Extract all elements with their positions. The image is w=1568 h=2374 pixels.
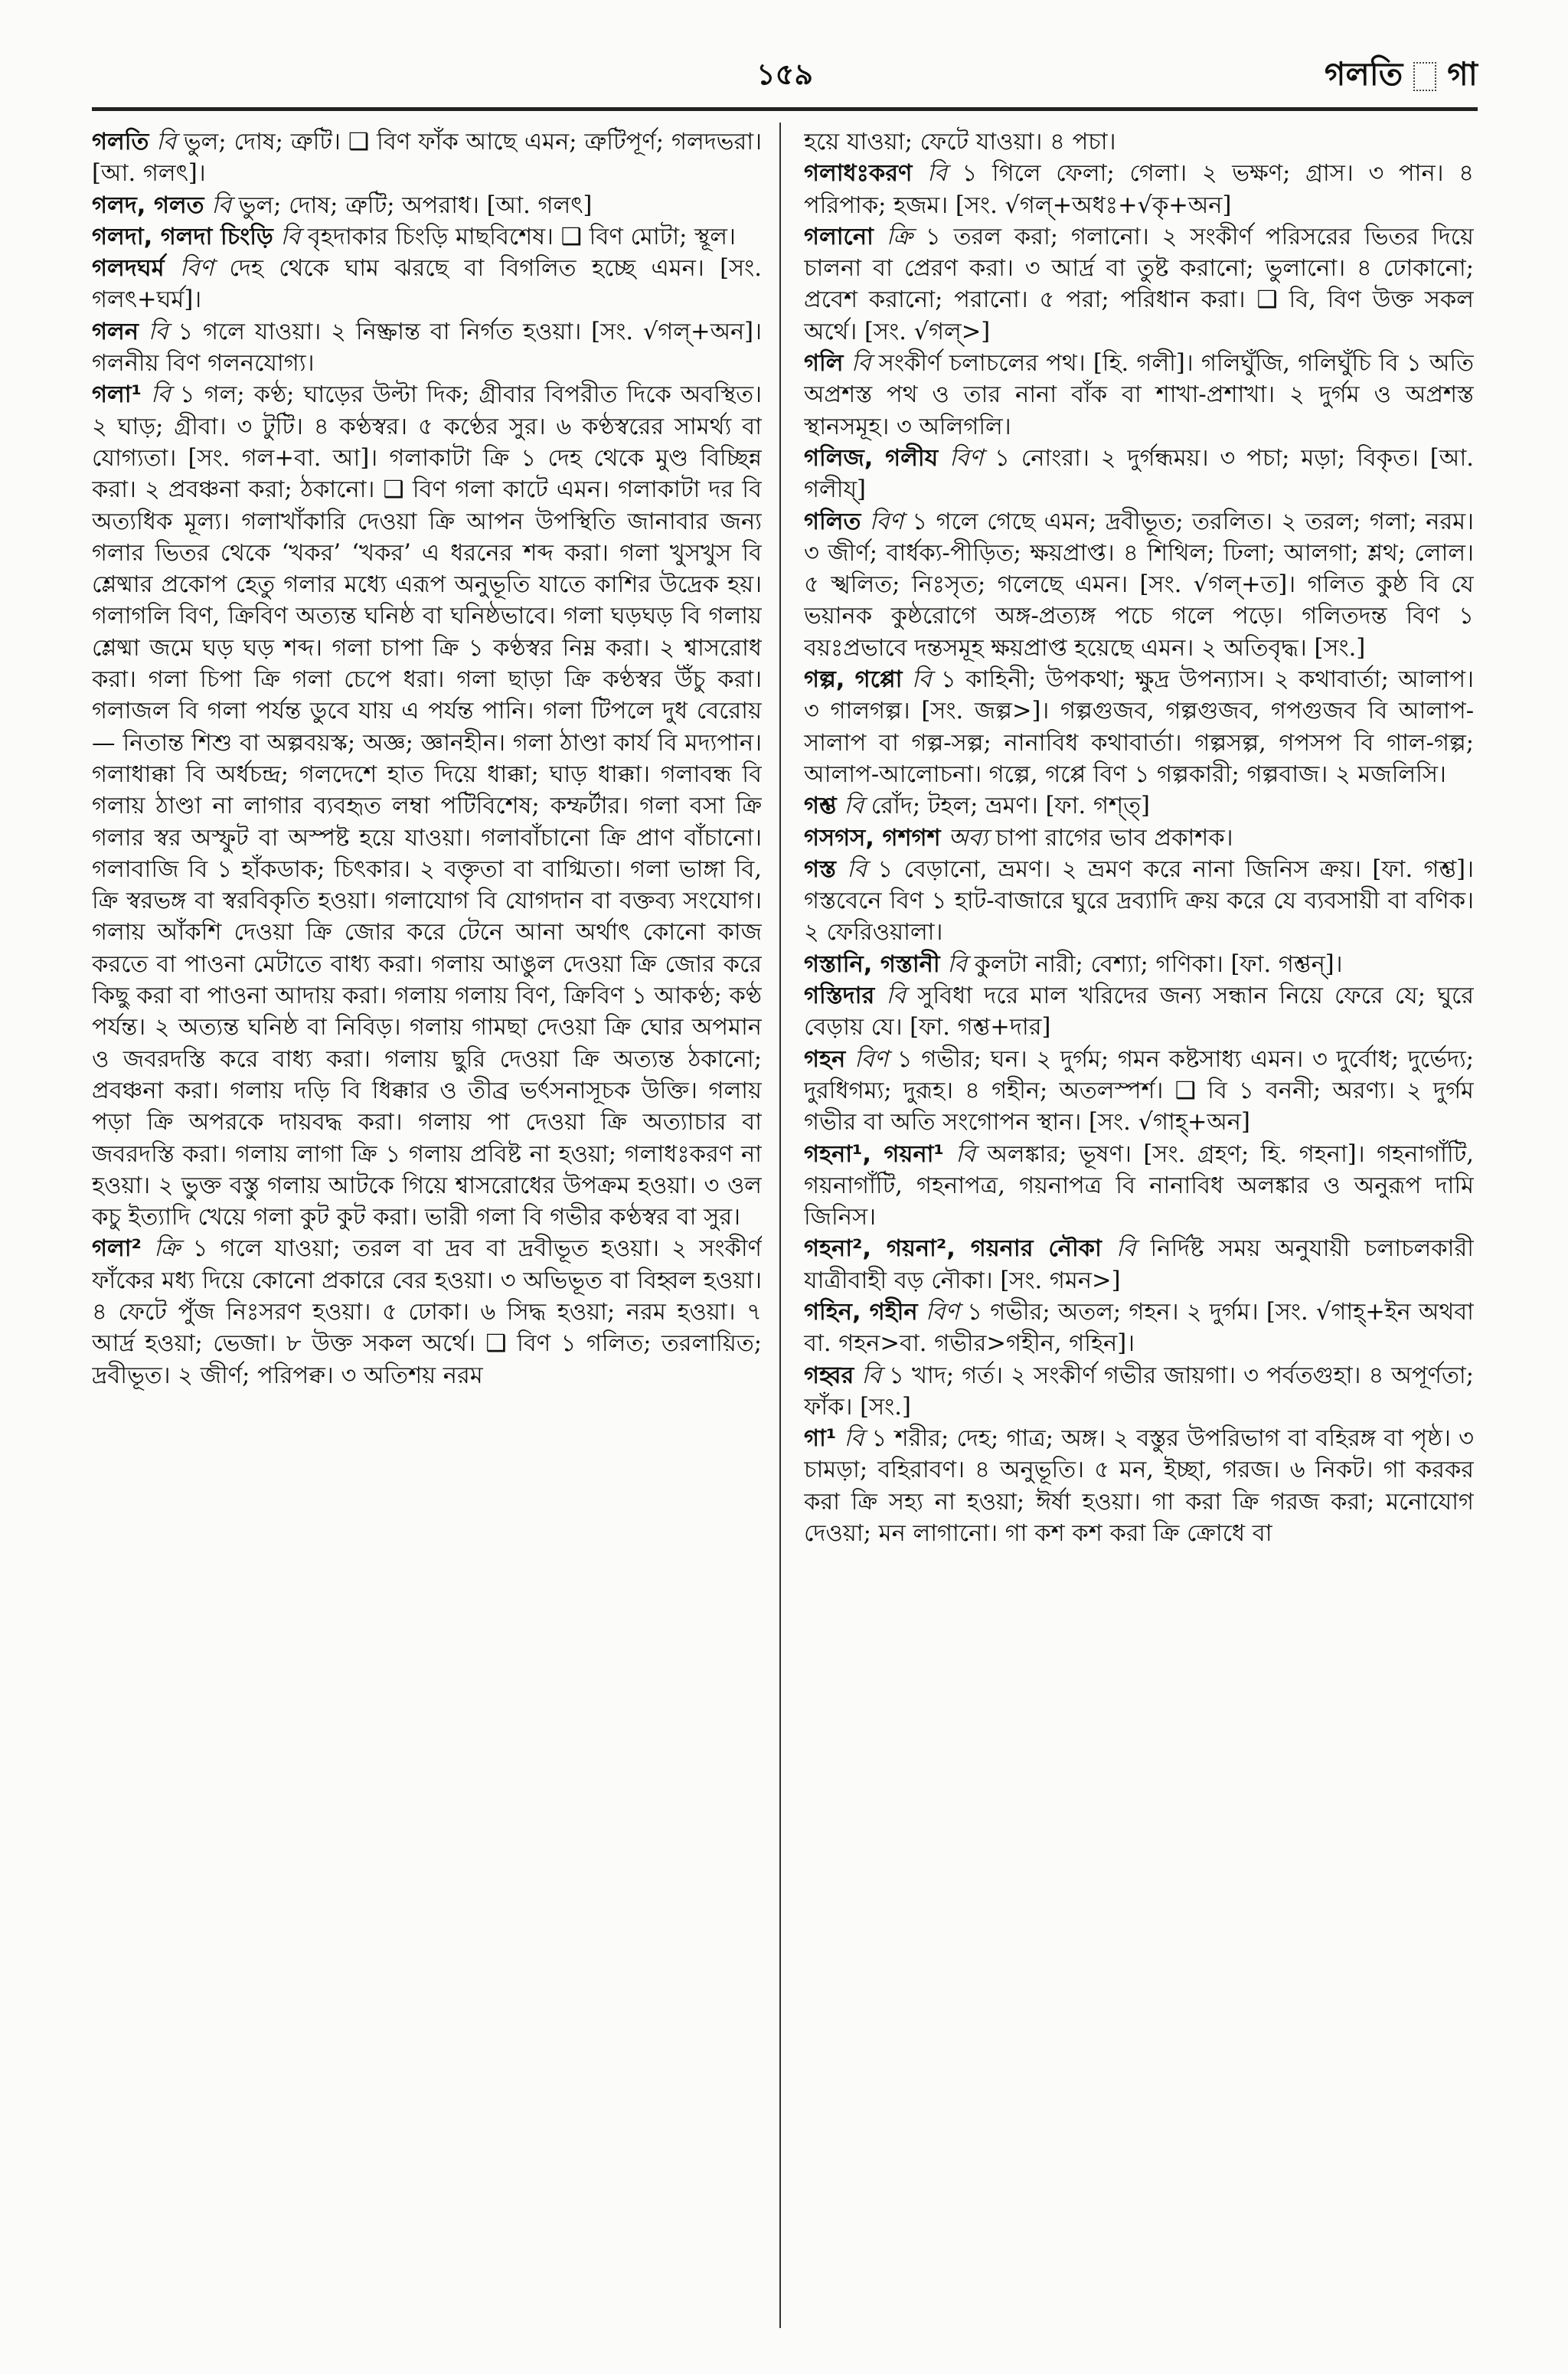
part-of-speech: বি [851, 350, 871, 378]
headword: গলা¹ [92, 381, 142, 409]
definition: ১ গভীর; অতল; গহন। ২ দুর্গম। [সং. √গাহ্+ইন অথবা বা. গহন>বা. গভীর>গহীন, গহিন]। [804, 1298, 1474, 1358]
headword: গহন [804, 1045, 846, 1073]
definition: সুবিধা দরে মাল খরিদের জন্য সন্ধান নিয়ে ফেরে যে; ঘুরে বেড়ায় যে। [ফা. গশ্ত+দার] [804, 983, 1474, 1041]
dictionary-entry [804, 854, 1474, 949]
headword: গলি [804, 350, 844, 378]
definition: ১ শরীর; দেহ; গাত্র; অঙ্গ। ২ বস্তুর উপরিভাগ বা বহিরঙ্গ বা পৃষ্ঠ। ৩ চামড়া; বহিরাবণ। ৪ অনুভূতি। ৫ মন, ইচ্ছা, গরজ। ৬ নিকট। গা করকর করা ক্রি সহ্য না হওয়া; ঈর্ষা হওয়া। গা করা ক্রি গরজ করা; মনোযোগ দেওয়া; মন লাগানো। গা কশ কশ করা ক্রি ক্রোধে বা [804, 1425, 1474, 1548]
dictionary-entry [804, 822, 1474, 854]
part-of-speech: বিণ [949, 444, 984, 472]
dictionary-entry [92, 316, 762, 380]
dictionary-entry [804, 1233, 1474, 1297]
headword: গলদা, গলদা চিংড়ি [92, 223, 273, 250]
dictionary-entry [804, 949, 1474, 980]
header-rule [92, 107, 1478, 111]
dictionary-entry [804, 1297, 1474, 1360]
dictionary-entry [804, 664, 1474, 790]
part-of-speech: বি [861, 1362, 882, 1389]
part-of-speech: বিণ [925, 1298, 959, 1326]
part-of-speech: বি [886, 983, 906, 1010]
definition: ১ তরল করা; গলানো। ২ সংকীর্ণ পরিসরের ভিতর দিয়ে চালনা বা প্রেরণ করা। ৩ আর্দ্র বা তুষ্ট করানো; ভুলানো। ৪ ঢোকানো; প্রবেশ করানো; পরানো। ৫ পরা; পরিধান করা। ❑ বি, বিণ উক্ত সকল অর্থে। [সং. √গল্>] [804, 223, 1474, 345]
part-of-speech: বি [947, 950, 968, 978]
dictionary-entry [92, 253, 762, 316]
definition: দেহ থেকে ঘাম ঝরছে বা বিগলিত হচ্ছে এমন। [সং. গলৎ+ঘর্ম]। [92, 255, 762, 314]
part-of-speech: বিণ [179, 255, 214, 283]
part-of-speech: বি [844, 1425, 864, 1453]
dictionary-entry [804, 1423, 1474, 1549]
guide-words [1325, 49, 1478, 103]
headword: গস্ত [804, 855, 836, 883]
part-of-speech: বি [280, 223, 301, 250]
definition: ১ গলে গেছে এমন; দ্রবীভূত; তরলিত। ২ তরল; গলা; নরম। ৩ জীর্ণ; বার্ধক্য-পীড়িত; ক্ষয়প্রাপ্ত। ৪ শিথিল; ঢিলা; আলগা; শ্লথ; লোল। ৫ স্খলিত; নিঃসৃত; গলেছে এমন। [সং. √গল্+ত]। গলিত কুষ্ঠ বি যে ভয়ানক কুষ্ঠরোগে অঙ্গ-প্রত্যঙ্গ পচে গলে পড়ে। গলিতদন্ত বিণ ১ বয়ঃপ্রভাবে দন্তসমূহ ক্ষয়প্রাপ্ত হয়েছে এমন। ২ অতিবৃদ্ধ। [সং.] [804, 508, 1474, 662]
definition: অলঙ্কার; ভূষণ। [সং. গ্রহণ; হি. গহনা]। গহনাগাঁটি, গয়নাগাঁটি, গহনাপত্র, গয়নাপত্র বি নানাবিধ অলঙ্কার ও অনুরূপ দামি জিনিস। [804, 1140, 1474, 1231]
definition: ১ গল; কণ্ঠ; ঘাড়ের উল্টা দিক; গ্রীবার বিপরীত দিকে অবস্থিত। ২ ঘাড়; গ্রীবা। ৩ টুটি। ৪ কণ্ঠস্বর। ৫ কণ্ঠের সুর। ৬ কণ্ঠস্বরের সামর্থ্য বা যোগ্যতা। [সং. গল+বা. আ]। গলাকাটা ক্রি ১ দেহ থেকে মুণ্ড বিচ্ছিন্ন করা। ২ প্রবঞ্চনা করা; ঠকানো। ❑ বিণ গলা কাটে এমন। গলাকাটা দর বি অত্যধিক মূল্য। গলাখাঁকারি দেওয়া ক্রি আপন উপস্থিতি জানাবার জন্য গলার ভিতর থেকে ‘খকর’ ‘খকর’ এ ধরনের শব্দ করা। গলা খুসখুস বি শ্লেষ্মার প্রকোপ হেতু গলার মধ্যে এরূপ অনুভূতি যাতে কাশির উদ্রেক হয়। গলাগলি বিণ, ক্রিবিণ অত্যন্ত ঘনিষ্ঠ বা ঘনিষ্ঠভাবে। গলা ঘড়ঘড় বি গলায় শ্লেষ্মা জমে ঘড় ঘড় শব্দ। গলা চাপা ক্রি ১ কণ্ঠস্বর নিম্ন করা। ২ শ্বাসরোধ করা। গলা চিপা ক্রি গলা চেপে ধরা। গলা ছাড়া ক্রি কণ্ঠস্বর উঁচু করা। গলাজল বি গলা পর্যন্ত ডুবে যায় এ পর্যন্ত পানি। গলা টিপলে দুধ বেরোয়— নিতান্ত শিশু বা অল্পবয়স্ক; অজ্ঞ; জ্ঞানহীন। গলা ঠাণ্ডা কার্য বি মদ্যপান। গলাধাক্কা বি অর্ধচন্দ্র; গলদেশে হাত দিয়ে ধাক্কা; ঘাড় ধাক্কা। গলাবন্ধ বি গলায় ঠাণ্ডা না লাগার ব্যবহৃত লম্বা পটিবিশেষ; কম্ফর্টার। গলা বসা ক্রি গলার স্বর অস্ফুট বা অস্পষ্ট হয়ে যাওয়া। গলাবাঁচানো ক্রি প্রাণ বাঁচানো। গলাবাজি বি ১ হাঁকডাক; চিৎকার। ২ বক্তৃতা বা বাগ্মিতা। গলা ভাঙ্গা বি, ক্রি স্বরভঙ্গ বা স্বরবিকৃতি হওয়া। গলাযোগ বি যোগদান বা বক্তব্য সংযোগ। গলায় আঁকশি দেওয়া ক্রি জোর করে টেনে আনা অর্থাৎ কোনো কাজ করতে বা পাওনা মেটাতে বাধ্য করা। গলায় আঙুল দেওয়া ক্রি জোর করে কিছু করা বা পাওনা আদায় করা। গলায় গলায় বিণ, ক্রিবিণ ১ আকণ্ঠ; কণ্ঠ পর্যন্ত। ২ অত্যন্ত ঘনিষ্ঠ বা নিবিড়। গলায় গামছা দেওয়া ক্রি ঘোর অপমান ও জবরদস্তি করে বাধ্য করা। গলায় ছুরি দেওয়া ক্রি অত্যন্ত ঠকানো; প্রবঞ্চনা করা। গলায় দড়ি বি ধিক্কার ও তীব্র ভর্ৎসনাসূচক উক্তি। গলায় পড়া ক্রি অপরকে দায়বদ্ধ করা। গলায় পা দেওয়া ক্রি অত্যাচার বা জবরদস্তি করা। গলায় লাগা ক্রি ১ গলায় প্রবিষ্ট না হওয়া; গলাধঃকরণ না হওয়া। ২ ভুক্ত বস্তু গলায় আটকে গিয়ে শ্বাসরোধের উপক্রম হওয়া। ৩ ওল কচু ইত্যাদি খেয়ে গলা কুট কুট করা। ভারী গলা বি গভীর কণ্ঠস্বর বা সুর। [92, 381, 762, 1231]
dictionary-entry [804, 1360, 1474, 1424]
dictionary-entry [804, 980, 1474, 1044]
dictionary-entry [804, 126, 1474, 158]
headword: গহনা¹, গয়না¹ [804, 1140, 944, 1168]
part-of-speech: অব্য [948, 824, 988, 852]
dictionary-entry [92, 126, 762, 190]
part-of-speech: বি [911, 666, 932, 694]
definition: ১ কাহিনী; উপকথা; ক্ষুদ্র উপন্যাস। ২ কথাবার্তা; আলাপ। ৩ গালগল্প। [সং. জল্প>]। গল্পগুজব, গল্পগুজব, গপগুজব বি আলাপ-সালাপ বা গল্প-সল্প; নানাবিধ কথাবার্তা। গল্পসল্প, গপসপ বি গাল-গল্প; আলাপ-আলোচনা। গল্পে, গপ্পে বিণ ১ গল্পকারী; গল্পবাজ। ২ মজলিসি। [804, 666, 1474, 788]
definition: নির্দিষ্ট সময় অনুযায়ী চলাচলকারী যাত্রীবাহী বড় নৌকা। [সং. গমন>] [804, 1235, 1474, 1294]
dictionary-entry [804, 1044, 1474, 1139]
dictionary-entry [804, 158, 1474, 221]
definition: হয়ে যাওয়া; ফেটে যাওয়া। ৪ পচা। [804, 129, 1116, 155]
definition: ১ গলে যাওয়া; তরল বা দ্রব বা দ্রবীভূত হওয়া। ২ সংকীর্ণ ফাঁকের মধ্য দিয়ে কোনো প্রকারে বের হওয়া। ৩ অভিভূত বা বিহ্বল হওয়া। ৪ ফেটে পুঁজ নিঃসরণ হওয়া। ৫ ঢোকা। ৬ সিদ্ধ হওয়া; নরম হওয়া। ৭ আর্দ্র হওয়া; ভেজা। ৮ উক্ত সকল অর্থে। ❑ বিণ ১ গলিত; তরলায়িত; দ্রবীভূত। ২ জীর্ণ; পরিপক্ব। ৩ অতিশয় নরম [92, 1235, 762, 1389]
headword: গল্প, গপ্পো [804, 666, 903, 694]
part-of-speech: বি [211, 191, 231, 219]
headword: গলতি [92, 129, 149, 155]
definition: চাপা রাগের ভাব প্রকাশক। [995, 824, 1233, 852]
part-of-speech: ক্রি [154, 1235, 181, 1263]
part-of-speech: ক্রি [886, 223, 913, 250]
dictionary-entry [804, 790, 1474, 822]
dictionary-entry [92, 190, 762, 221]
headword: গস্তিদার [804, 983, 875, 1010]
dictionary-entry [92, 379, 762, 1233]
part-of-speech: বি [148, 318, 168, 345]
definition: রোঁদ; টহল; ভ্রমণ। [ফা. গশ্ত্] [871, 793, 1150, 820]
headword: গলাধঃকরণ [804, 160, 913, 188]
definition: ১ খাদ; গর্ত। ২ সংকীর্ণ গভীর জায়গা। ৩ পর্বতগুহা। ৪ অপূর্ণতা; ফাঁক। [সং.] [804, 1362, 1474, 1421]
dictionary-entry [92, 221, 762, 253]
dictionary-entry [804, 1139, 1474, 1234]
headword: গলা² [92, 1235, 142, 1263]
headword: গহনা², গয়না², গয়নার নৌকা [804, 1235, 1102, 1263]
dictionary-entry [804, 506, 1474, 664]
headword: গা¹ [804, 1425, 837, 1453]
definition: ১ বেড়ানো, ভ্রমণ। ২ ভ্রমণ করে নানা জিনিস ক্রয়। [ফা. গশ্ত]। গস্তবেনে বিণ ১ হাট-বাজারে ঘুরে দ্রব্যাদি ক্রয় করে যে ব্যবসায়ী বা বণিক। ২ ফেরিওয়ালা। [804, 855, 1474, 947]
definition: ১ নোংরা। ২ দুর্গন্ধময়। ৩ পচা; মড়া; বিকৃত। [আ. গলীয্] [804, 444, 1474, 504]
headword: গহ্বর [804, 1362, 854, 1389]
definition: বৃহদাকার চিংড়ি মাছবিশেষ। ❑ বিণ মোটা; স্থূল। [307, 223, 736, 250]
definition: কুলটা নারী; বেশ্যা; গণিকা। [ফা. গশ্তন্]। [974, 950, 1343, 978]
headword: গলানো [804, 223, 874, 250]
guide-word-end: গা [1447, 55, 1478, 93]
headword: গলিত [804, 508, 861, 535]
page-number: ১৫৯ [756, 57, 813, 91]
dictionary-entry [92, 1233, 762, 1391]
headword: গহিন, গহীন [804, 1298, 918, 1326]
column-divider [779, 123, 781, 2328]
dictionary-entry [804, 443, 1474, 506]
part-of-speech: বিণ [869, 508, 903, 535]
part-of-speech: বি [1116, 1235, 1136, 1263]
part-of-speech: বিণ [854, 1045, 889, 1073]
headword: গলদ, গলত [92, 191, 204, 219]
part-of-speech: বি [156, 129, 176, 155]
part-of-speech: বি [844, 793, 864, 820]
guide-word-start: গলতি [1324, 55, 1403, 93]
right-column [804, 126, 1474, 2324]
part-of-speech: বি [927, 160, 947, 188]
definition: ১ গলে যাওয়া। ২ নিষ্ক্রান্ত বা নির্গত হওয়া। [সং. √গল্+অন]। গলনীয় বিণ গলনযোগ্য। [92, 318, 762, 378]
headword: গশ্ত [804, 793, 837, 820]
part-of-speech: বি [956, 1140, 975, 1168]
definition: সংকীর্ণ চলাচলের পথ। [হি. গলী]। গলিঘুঁজি, গলিঘুঁচি বি ১ অতি অপ্রশস্ত পথ ও তার নানা বাঁক বা শাখা-প্রশাখা। ২ দুর্গম ও অপ্রশস্ত স্থানসমূহ। ৩ অলিগলি। [804, 350, 1474, 440]
part-of-speech: বি [847, 855, 867, 883]
dictionary-entry [804, 348, 1474, 443]
guide-separator-icon [1413, 62, 1436, 91]
page-header [92, 46, 1478, 100]
definition: ভুল; দোষ; ত্রুটি। ❑ বিণ ফাঁক আছে এমন; ত্রুটিপূর্ণ; গলদভরা। [আ. গলৎ]। [92, 129, 762, 188]
definition: ১ গিলে ফেলা; গেলা। ২ ভক্ষণ; গ্রাস। ৩ পান। ৪ পরিপাক; হজম। [সং. √গল্+অধঃ+√কৃ+অন] [804, 160, 1474, 219]
headword: গসগস, গশগশ [804, 824, 941, 852]
headword: গলদঘর্ম [92, 255, 165, 283]
left-column [92, 126, 762, 2324]
headword: গলিজ, গলীয [804, 444, 939, 472]
part-of-speech: বি [150, 381, 171, 409]
headword: গস্তানি, গস্তানী [804, 950, 940, 978]
definition: ১ গভীর; ঘন। ২ দুর্গম; গমন কষ্টসাধ্য এমন। ৩ দুর্বোধ; দুর্ভেদ্য; দুরধিগম্য; দুরূহ। ৪ গহীন; অতলস্পর্শ। ❑ বি ১ বননী; অরণ্য। ২ দুর্গম গভীর বা অতি সংগোপন স্থান। [সং. √গাহ্+অন] [804, 1045, 1474, 1136]
dictionary-entry [804, 221, 1474, 348]
definition: ভুল; দোষ; ত্রুটি; অপরাধ। [আ. গলৎ] [238, 191, 593, 219]
headword: গলন [92, 318, 139, 345]
